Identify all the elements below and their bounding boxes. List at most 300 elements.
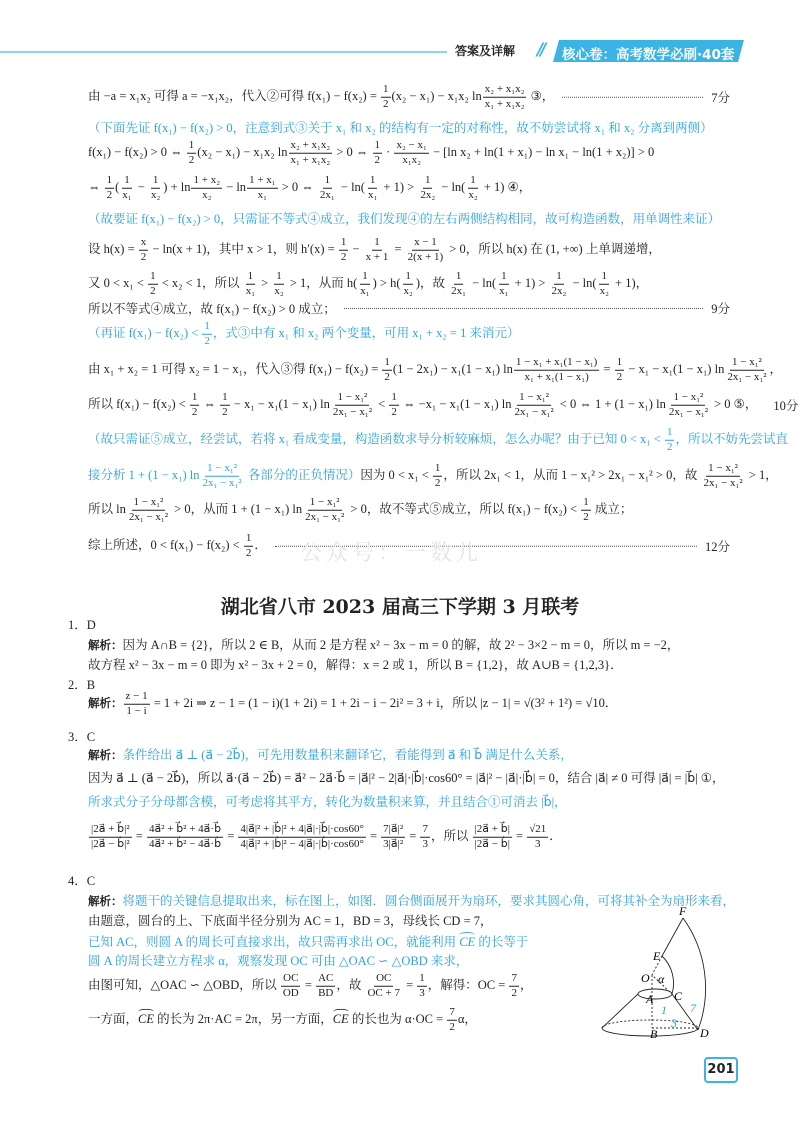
text-run: − [ln x₂ + ln(1 + x₁) − ln x₁ − ln(1 + x₂)] > 0 [429, 144, 655, 159]
fraction-denominator: 2 [191, 405, 198, 418]
line-content [88, 768, 725, 786]
text-run: − ln( [468, 275, 497, 290]
generatrix-line [662, 918, 683, 956]
fraction-numerator: 1 [220, 391, 230, 406]
fraction [244, 532, 254, 561]
text-run: 所以不等式④成立，故 f(x₁) − f(x₂) > 0 成立； [88, 302, 336, 316]
text-run: > 0，故不等式⑤成立，所以 f(x₁) − f(x₂) < [347, 501, 581, 516]
fraction [389, 391, 399, 420]
fraction-numerator: 1 − x₁² [335, 391, 369, 406]
fraction [382, 356, 392, 385]
line-content [88, 951, 468, 969]
text-run: ⇔ [200, 396, 220, 411]
solution-line [88, 236, 661, 265]
fraction-denominator: 2x₁ − x₁² [727, 370, 767, 383]
text-run: = 1 + 2i ⇒ z − 1 = (1 − i)(1 + 2i) = 1 + 2i − i − 2i² = 3 + i，所以 |z − 1| = √(3² + 1²) = √10． [150, 695, 618, 710]
text-run: (x₂ − x₁) − x₁x₂ ln [197, 144, 288, 159]
fraction-denominator: 2 [340, 250, 347, 263]
fraction-numerator: x [139, 236, 149, 251]
fraction-denominator: x₁ [367, 188, 378, 201]
fraction-denominator: x₂ [150, 188, 161, 201]
frustum-figure [590, 905, 740, 1040]
line-content [88, 823, 562, 852]
text-run: 的长也为 α·OC = [348, 1011, 447, 1026]
fraction [202, 320, 212, 349]
solution-hint [88, 320, 519, 349]
label-f: F [679, 905, 687, 918]
fraction-numerator: z − 1 [124, 690, 150, 705]
text-run: < [375, 396, 389, 411]
fraction-denominator: 2x₁ [319, 188, 335, 201]
text-run: ( [115, 179, 120, 194]
fraction-numerator: 1 [454, 270, 464, 285]
fraction-numerator: 1 [323, 174, 333, 189]
text-run: 由图可知，△OAC ∽ △OBD，所以 [88, 977, 280, 992]
line-content [88, 426, 788, 455]
line-content [88, 209, 720, 227]
text-run: − [349, 241, 363, 256]
text-run: ③， [527, 88, 555, 103]
label-c: C [674, 989, 683, 1003]
fraction [418, 174, 437, 203]
fraction [247, 174, 278, 203]
line-content [88, 270, 648, 299]
text-run: 因为 A∩B = {2}，所以 2 ∈ B，从而 2 是方程 x² − 3x − m = 0 的解，故 2² − 3×2 − m = 0，所以 m = −2， [122, 638, 680, 652]
fraction-numerator: √21 [527, 823, 548, 838]
fraction [381, 823, 405, 852]
fraction-numerator: 1 − x₁² [671, 391, 705, 406]
fraction-numerator: 1 [389, 391, 399, 406]
line-content [88, 83, 554, 112]
text-run: 的长等于 [475, 935, 529, 949]
line-content [88, 932, 528, 950]
fraction-numerator: |2a⃗ + b⃗|² [89, 823, 132, 838]
score-points: 7分 [711, 91, 730, 105]
text-run: = [224, 828, 238, 843]
fraction-numerator: 1 [372, 236, 382, 251]
q4-analysis [88, 1006, 477, 1035]
fraction-numerator: 1 [105, 174, 115, 189]
text-run: ． [254, 537, 267, 552]
line-content [88, 391, 757, 420]
solution-hint [88, 426, 788, 455]
arc-notation: CE [138, 1011, 154, 1026]
fraction [394, 139, 428, 168]
text-run: ，式③中有 x₁ 和 x₂ 两个变量，可用 x₁ + x₂ = 1 来消元） [212, 325, 520, 340]
solution-line [88, 462, 778, 491]
q1-analysis [88, 655, 623, 673]
score-points: 12分 [704, 540, 730, 554]
fraction [381, 83, 391, 112]
fraction [105, 174, 115, 203]
fraction-denominator: x₂ [468, 188, 478, 201]
dotted-leader [562, 97, 703, 98]
fraction [725, 356, 768, 385]
text-run: − ln( [438, 179, 466, 194]
fraction [366, 174, 379, 203]
text-run: 条件给出 a⃗ ⊥ (a⃗ − 2b⃗)，可先用数量积来翻译它，看能得到 a⃗ 和 b⃗ 满足什么关系， [122, 748, 573, 762]
text-run: ⇔ −x₁ − x₁(1 − x₁) ln [399, 396, 512, 411]
fraction [201, 462, 244, 491]
text-run: ，所以 2x₁ < 1，从而 1 − x₁² > 2x₁ − x₁² > 0，故 [443, 467, 701, 482]
q3-analysis [88, 823, 562, 852]
fraction [331, 391, 374, 420]
fraction-numerator: 1 + x₂ [191, 174, 222, 189]
fraction-denominator: x₁ [257, 188, 267, 201]
fraction-numerator: 1 − x₁² [730, 356, 764, 371]
fraction [220, 391, 230, 420]
text-run: 圆 A 的周长建立方程求 α，观察发现 OC 可由 △OAC ∽ △OBD 来求， [88, 954, 469, 968]
text-run: 因为 0 < x₁ < [360, 467, 432, 482]
header-rule [0, 51, 447, 53]
question-4-answer: 4．C [68, 874, 96, 888]
fraction-denominator: 2 [140, 250, 147, 263]
fraction-numerator: 1 [665, 426, 675, 441]
label-o: O [641, 971, 650, 985]
text-run: · [383, 144, 394, 159]
fraction-denominator: 3 [422, 837, 428, 850]
text-run: − [134, 179, 148, 194]
fraction-numerator: 1 − x₁² [205, 462, 239, 477]
fraction-denominator: 2 [434, 476, 441, 489]
solution-line [88, 270, 648, 299]
fraction-denominator: x + 1 [365, 250, 389, 263]
label-b: B [650, 1027, 658, 1040]
fraction-denominator: x₁ + x₁(1 − x₁) [524, 370, 589, 383]
text-run: 综上所述，0 < f(x₁) − f(x₂) < [88, 537, 243, 552]
line-content [88, 532, 267, 561]
fraction-denominator: OC + 7 [367, 986, 400, 999]
fraction [466, 174, 479, 203]
fraction-numerator: 1 [202, 320, 212, 335]
fraction-numerator: x₂ + x₁x₂ [483, 83, 527, 98]
fraction-denominator: 2 [106, 188, 113, 201]
fraction [191, 174, 222, 203]
fraction-numerator: 1 [423, 174, 433, 189]
fraction [120, 174, 133, 203]
solution-line [88, 174, 531, 203]
solution-hint [88, 118, 713, 136]
fraction-denominator: x₁ [122, 188, 132, 201]
fraction-denominator: 2 [449, 1020, 455, 1033]
fraction-numerator: AC [316, 972, 335, 987]
fraction [473, 823, 512, 852]
fraction [124, 690, 150, 719]
text-run: > 0 ⇔ [333, 144, 372, 159]
text-run: ) + ln [163, 179, 191, 194]
text-run: = [301, 977, 316, 992]
fraction [149, 174, 162, 203]
line-content [88, 118, 713, 136]
text-run: 所求式分子分母都含模，可考虑将其平方，转化为数量积来算，并且结合①可消去 |b⃗|， [88, 795, 567, 809]
line-content [88, 174, 531, 203]
text-run: = [132, 828, 146, 843]
header-section-label: 答案及详解 [455, 44, 516, 58]
fraction-numerator: 1 [246, 270, 256, 285]
fraction-numerator: 1 [151, 174, 161, 189]
fraction-denominator: 2 [245, 546, 252, 559]
text-run: (1 − 2x₁) − x₁(1 − x₁) ln [392, 361, 513, 376]
fraction-denominator: 2x₁ − x₁² [668, 405, 708, 418]
analysis-label: 解析： [88, 748, 123, 762]
text-run: − ln( [337, 179, 365, 194]
q1-analysis [88, 635, 679, 653]
text-run: 所以 ln [88, 501, 126, 516]
fraction-numerator: x₂ − x₁ [394, 139, 428, 154]
fraction-denominator: 2 [511, 986, 517, 999]
text-run: > 0 ⑤， [711, 396, 758, 411]
fraction-numerator: 1 [148, 270, 158, 285]
fraction-numerator: 1 − x₁² [308, 496, 342, 511]
fraction [420, 823, 430, 852]
text-run: 设 h(x) = [88, 241, 138, 256]
fraction-denominator: 2x₁ [451, 284, 466, 297]
label-e: E [653, 949, 661, 963]
fraction [433, 462, 443, 491]
fraction-numerator: 7|a⃗|² [381, 823, 405, 838]
fraction [598, 270, 611, 299]
fraction-numerator: 1 [373, 139, 383, 154]
fraction [667, 391, 710, 420]
fraction-numerator: 1 [187, 139, 197, 154]
text-run: 的长为 2π·AC = 2π，另一方面， [154, 1011, 333, 1026]
fraction-denominator: 2 [150, 284, 156, 297]
fraction [581, 496, 591, 525]
fraction-denominator: x₁ [499, 284, 509, 297]
fraction [512, 391, 555, 420]
line-content [88, 635, 679, 653]
fraction-numerator: 7 [509, 972, 519, 987]
line-content [88, 911, 493, 929]
fraction-numerator: 1 [274, 270, 284, 285]
text-run: （再证 f(x₁) − f(x₂) < [88, 325, 202, 340]
line-content [88, 745, 573, 763]
fraction-numerator: x − 1 [412, 236, 439, 251]
slant-left-line [602, 994, 638, 1028]
question-1-answer: 1．D [68, 618, 96, 632]
fraction-denominator: 4a⃗² + b⃗² − 4a⃗·b⃗ [148, 837, 222, 850]
fraction-denominator: 2 [384, 370, 390, 383]
text-run: − ln [223, 179, 247, 194]
text-run: 各部分的正负情况） [244, 467, 361, 482]
header-slashes: // [537, 40, 544, 60]
fraction [316, 972, 335, 1001]
fraction-numerator: 1 − x₁² [132, 496, 166, 511]
fraction [406, 236, 446, 265]
line-content [88, 792, 567, 810]
top-circle [638, 989, 672, 999]
label-slant: 7 [690, 1001, 696, 1015]
text-run: > [258, 275, 272, 290]
q4-analysis [88, 911, 493, 929]
fraction [527, 823, 548, 852]
q4-hint [88, 951, 468, 969]
line-content [88, 320, 519, 349]
line-content [88, 690, 617, 719]
fraction-numerator: 1 [433, 462, 443, 477]
label-radius-bottom: 3 [671, 1016, 677, 1030]
fraction-numerator: |2a⃗ + b⃗| [473, 823, 512, 838]
fraction [665, 426, 675, 455]
watermark: 公众号：一数儿 [300, 541, 483, 566]
fraction-numerator: x₂ + x₁x₂ [289, 139, 333, 154]
text-run: + 1) > [380, 179, 418, 194]
solution-line [88, 299, 730, 317]
label-d: D [700, 1026, 709, 1040]
fraction [483, 83, 527, 112]
fraction-denominator: 4|a⃗|² + |b⃗|² − 4|a⃗|·|b⃗|·cos60° [240, 837, 364, 850]
fraction [238, 823, 365, 852]
q3-hint [88, 792, 567, 810]
text-run: ) > h( [372, 275, 401, 290]
text-run: 将题干的关键信息提取出来，标在图上，如图．圆台侧面展开为扇环，要求其圆心角，可将其补全为扇形来看， [122, 894, 736, 908]
fraction [281, 972, 301, 1001]
question-2-answer: 2．B [68, 678, 96, 692]
dotted-leader [344, 308, 703, 309]
fraction-numerator: 1 [599, 270, 609, 285]
label-alpha: α [658, 972, 665, 986]
solution-hint [88, 209, 720, 227]
header-banner-title: 核心卷：高考数学必刷·40套 [562, 47, 735, 63]
text-run: = [366, 828, 381, 843]
label-radius-top: 1 [661, 1003, 667, 1017]
line-content [88, 236, 661, 265]
fraction-numerator: 1 [554, 270, 564, 285]
fraction-numerator: 1 [468, 174, 478, 189]
text-run: 由 −a = x₁x₂ 可得 a = −x₁x₂，代入②可得 f(x₁) − f(x₂) = [88, 88, 381, 103]
solution-line [88, 390, 799, 420]
analysis-label: 解析： [88, 695, 123, 710]
fraction [272, 270, 285, 299]
fraction-denominator: 2 [383, 97, 389, 110]
fraction-numerator: 1 [615, 356, 625, 371]
score-points: 9分 [711, 302, 730, 316]
text-run: 所以 f(x₁) − f(x₂) < [88, 396, 189, 411]
fraction [497, 270, 510, 299]
text-run: − x₁ − x₁(1 − x₁) ln [625, 361, 725, 376]
line-content [88, 496, 632, 525]
fraction-numerator: OC [374, 972, 393, 987]
fraction [187, 139, 197, 168]
fraction-numerator: 1 [381, 83, 391, 98]
text-run: < x₂ < 1，所以 [158, 275, 243, 290]
text-run: = [512, 828, 527, 843]
fraction [449, 270, 468, 299]
fraction-denominator: 3|a⃗|² [383, 837, 404, 850]
text-run: = [406, 828, 420, 843]
fraction-denominator: x₂ [202, 188, 212, 201]
fraction-numerator: 1 − x₁² [706, 462, 740, 477]
text-run: > 0，从而 1 + (1 − x₁) ln [171, 501, 303, 516]
fraction-numerator: 1 [122, 174, 132, 189]
text-run: 又 0 < x₁ < [88, 275, 148, 290]
line-content [88, 1006, 477, 1035]
text-run: + 1) ④， [480, 179, 532, 194]
fraction-denominator: 2x₁ − x₁² [514, 405, 554, 418]
fraction [147, 823, 223, 852]
solution-line [88, 139, 654, 168]
fraction-denominator: 2 [583, 510, 589, 523]
analysis-label: 解析： [88, 894, 123, 908]
fraction-denominator: 2 [391, 405, 397, 418]
q4-hint [88, 932, 528, 950]
fraction-numerator: 1 − x₁² [517, 391, 551, 406]
fraction-numerator: 7 [420, 823, 430, 838]
fraction-denominator: BD [318, 986, 334, 999]
text-run: ， [769, 361, 783, 376]
line-content [88, 462, 778, 491]
text-run: f(x₁) − f(x₂) > 0 ⇔ [88, 144, 186, 159]
fraction-numerator: 1 [581, 496, 591, 511]
text-run: ，所以不妨先尝试直 [675, 431, 788, 446]
fraction-numerator: OC [281, 972, 300, 987]
fraction [148, 270, 158, 299]
fraction [364, 236, 391, 265]
fraction [289, 139, 333, 168]
fraction [303, 496, 346, 525]
fraction [244, 270, 257, 299]
text-run: (x₂ − x₁) − x₁x₂ ln [391, 88, 482, 103]
text-run: 由 x₁ + x₂ = 1 可得 x₂ = 1 − x₁，代入③得 f(x₁) − f(x₂) = [88, 361, 382, 376]
arc-notation: CE [459, 935, 476, 949]
fraction-denominator: OD [282, 986, 299, 999]
solution-line [88, 83, 730, 112]
analysis-label: 解析： [88, 638, 123, 652]
fraction-numerator: 1 + x₁ [247, 174, 278, 189]
q2-analysis [88, 690, 617, 719]
text-run: ⇔ [88, 179, 104, 194]
fraction-denominator: 2x₂ [420, 188, 436, 201]
text-run: 一方面， [88, 1011, 139, 1026]
line-content [88, 139, 654, 168]
fraction-numerator: 1 [360, 270, 370, 285]
fraction-denominator: 2x₁ − x₁² [703, 476, 743, 489]
fraction-numerator: 1 [417, 972, 427, 987]
text-run: − x₁ − x₁(1 − x₁) ln [230, 396, 330, 411]
fraction-numerator: 1 [368, 174, 378, 189]
text-run: ． [549, 828, 562, 843]
fraction-numerator: 1 − x₁ + x₁(1 − x₁) [514, 356, 599, 371]
fraction [509, 972, 519, 1001]
fraction-numerator: 1 [190, 391, 200, 406]
text-run: 故方程 x² − 3x − m = 0 即为 x² − 3x + 2 = 0，解得：x = 2 或 1，所以 B = {1,2}，故 A∪B = {1,2,3}． [88, 658, 623, 672]
fraction-denominator: x₂ [599, 284, 609, 297]
fraction-denominator: 2x₁ − x₁² [332, 405, 372, 418]
fraction [318, 174, 337, 203]
question-3-answer: 3．C [68, 730, 96, 744]
text-run: = [600, 361, 614, 376]
fraction-numerator: 1 [382, 356, 392, 371]
fraction-denominator: 2x₁ − x₁² [305, 510, 345, 523]
score-points: 10分 [773, 399, 799, 413]
fraction-denominator: 2x₁ − x₁² [202, 476, 242, 489]
fraction [514, 356, 599, 385]
fraction [402, 270, 415, 299]
q4-analysis [88, 972, 532, 1001]
text-run: 成立； [591, 501, 633, 516]
fraction [701, 462, 744, 491]
q3-analysis [88, 768, 725, 786]
fraction-denominator: 3 [535, 837, 541, 850]
text-run: − ln( [569, 275, 597, 290]
text-run: （故只需证⑤成立，经尝试，若将 x₁ 看成变量，构造函数求导分析较麻烦，怎么办呢？由于已知 0 < x₁ < [88, 431, 664, 446]
fraction-denominator: 2 [666, 440, 673, 453]
fraction [615, 356, 625, 385]
fraction [190, 391, 200, 420]
text-run: = [402, 977, 417, 992]
fraction-numerator: 1 [244, 532, 254, 547]
fraction-denominator: x₁ [245, 284, 256, 297]
